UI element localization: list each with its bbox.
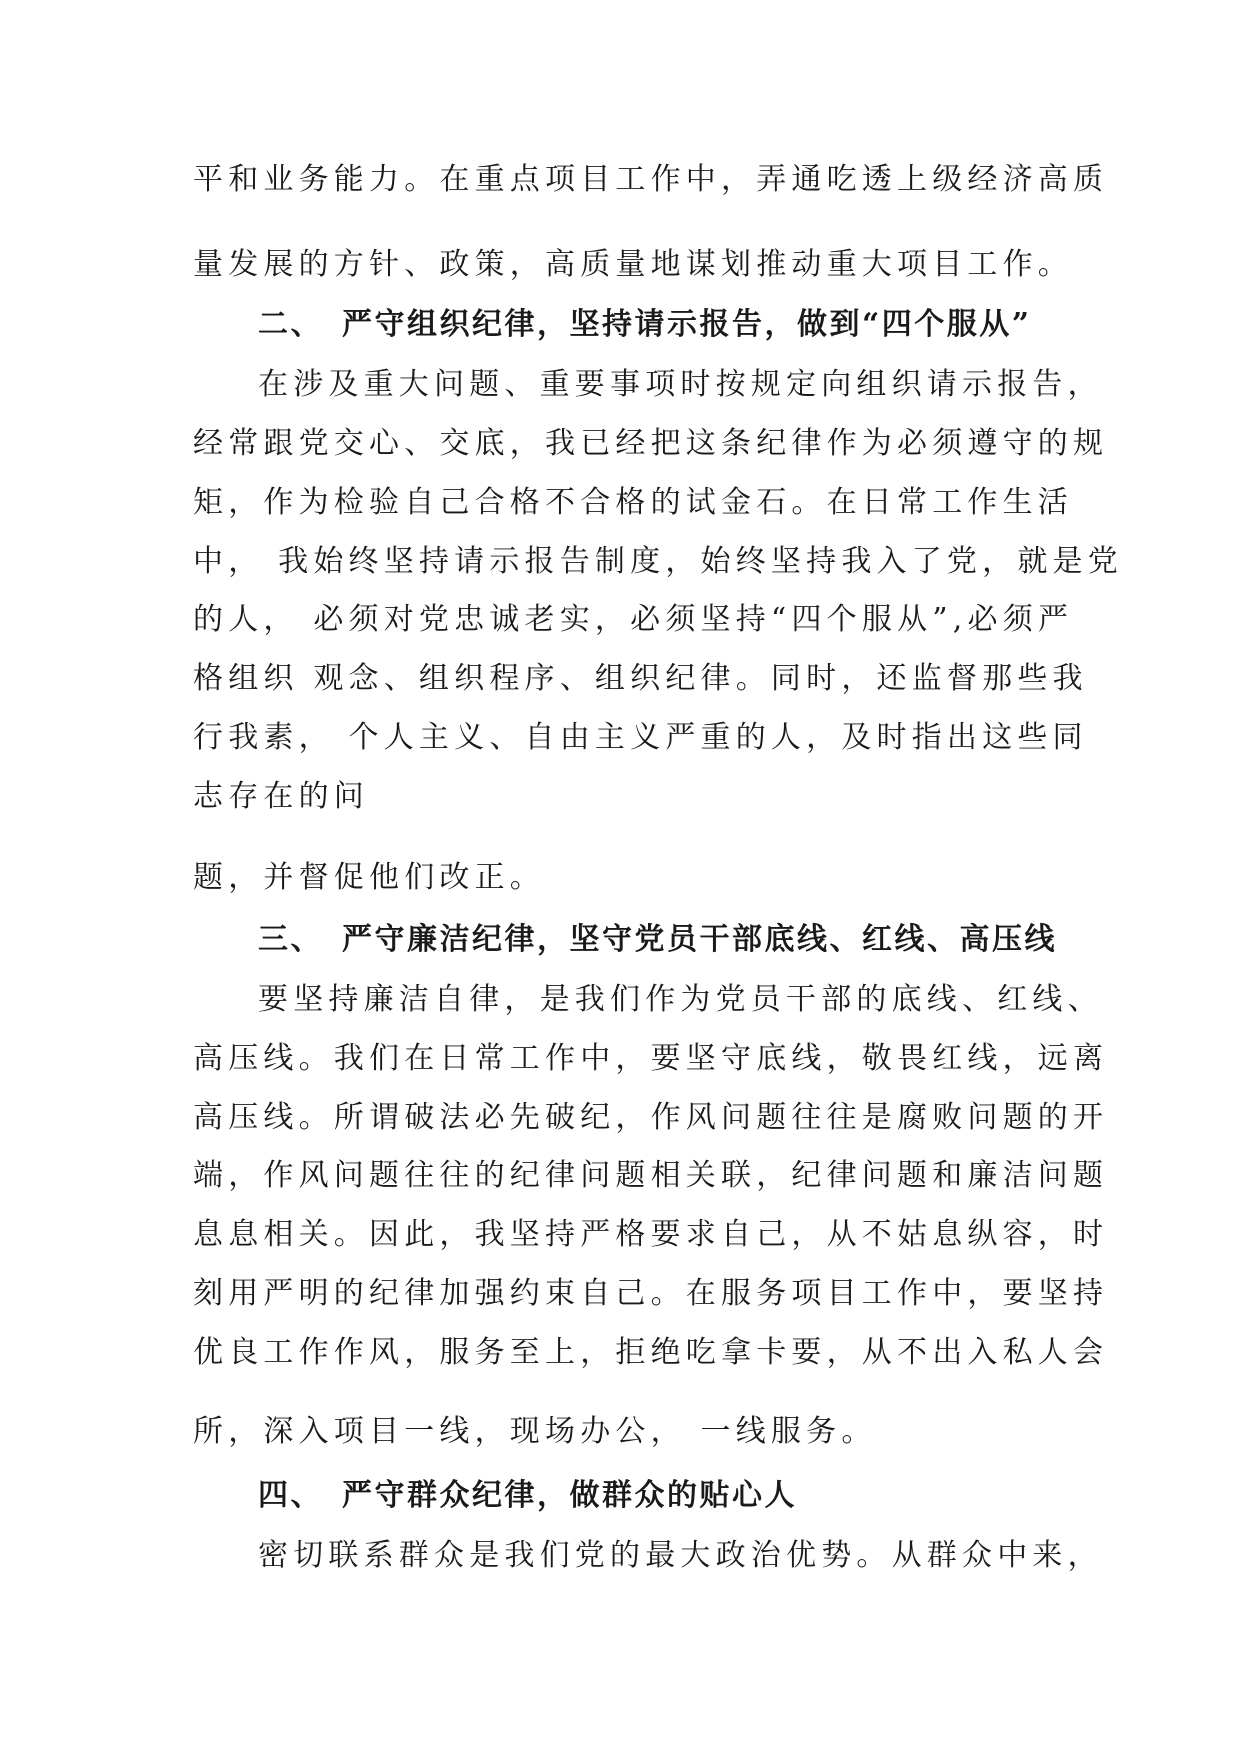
paragraph-line: 量发展的方针、政策，高质量地谋划推动重大项目工作。: [193, 247, 1073, 282]
paragraph-line: 中， 我始终坚持请示报告制度，始终坚持我入了党，就是党: [193, 544, 1123, 579]
section-title: 严守组织纪律，坚持请示报告，做到“四个服从”: [342, 307, 1032, 342]
paragraph-line: 在涉及重大问题、重要事项时按规定向组织请示报告，: [258, 367, 1103, 402]
section-number: 四、: [258, 1478, 323, 1513]
paragraph-line: 志存在的问: [193, 779, 369, 814]
paragraph-line: 行我素， 个人主义、自由主义严重的人，及时指出这些同: [193, 720, 1088, 755]
section-heading-3: [258, 920, 1138, 960]
paragraph-line: 矩，作为检验自己合格不合格的试金石。在日常工作生活: [193, 485, 1073, 520]
paragraph-line: 高压线。所谓破法必先破纪，作风问题往往是腐败问题的开: [193, 1100, 1109, 1135]
paragraph-line: 格组织 观念、组织程序、组织纪律。同时，还监督那些我: [193, 661, 1088, 696]
paragraph-line: 高压线。我们在日常工作中，要坚守底线，敬畏红线，远离: [193, 1041, 1109, 1076]
paragraph-line: 息息相关。因此，我坚持严格要求自己，从不姑息纵容，时: [193, 1217, 1109, 1252]
paragraph-line: 平和业务能力。在重点项目工作中，弄通吃透上级经济高质: [193, 162, 1109, 197]
paragraph-line: 优良工作作风，服务至上，拒绝吃拿卡要，从不出入私人会: [193, 1335, 1109, 1370]
paragraph-line: 经常跟党交心、交底，我已经把这条纪律作为必须遵守的规: [193, 426, 1109, 461]
section-number: 三、: [258, 922, 323, 957]
paragraph-line: 刻用严明的纪律加强约束自己。在服务项目工作中，要坚持: [193, 1276, 1109, 1311]
paragraph-line: 端，作风问题往往的纪律问题相关联，纪律问题和廉洁问题: [193, 1158, 1109, 1193]
section-heading-4: [258, 1476, 1138, 1516]
section-title: 严守廉洁纪律，坚守党员干部底线、红线、高压线: [342, 922, 1057, 957]
section-number: 二、: [258, 307, 323, 342]
paragraph-line: 密切联系群众是我们党的最大政治优势。从群众中来，: [258, 1538, 1103, 1573]
paragraph-line: 题，并督促他们改正。: [193, 860, 545, 895]
paragraph-line: 要坚持廉洁自律，是我们作为党员干部的底线、红线、: [258, 982, 1103, 1017]
paragraph-line: 所，深入项目一线，现场办公， 一线服务。: [193, 1414, 877, 1449]
section-title: 严守群众纪律，做群众的贴心人: [342, 1478, 797, 1513]
paragraph-line: 的人， 必须对党忠诚老实，必须坚持“四个服从”,必须严: [193, 602, 1074, 637]
section-heading-2: [258, 305, 1138, 345]
